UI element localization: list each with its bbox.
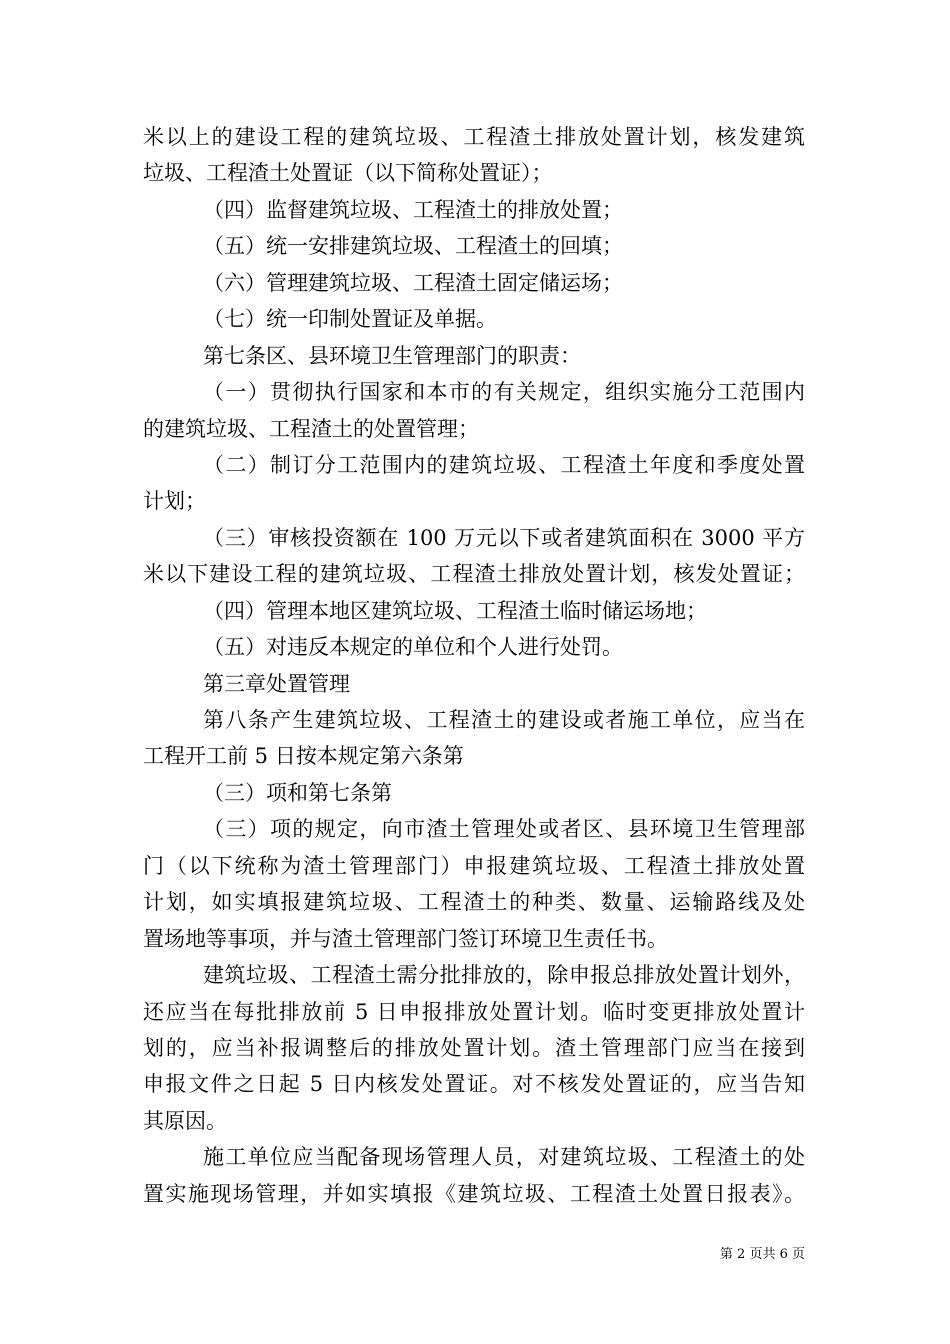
list-item-line: （四）监督建筑垃圾、工程渣土的排放处置； bbox=[203, 197, 623, 222]
paragraph-line: 的建筑垃圾、工程渣土的处置管理； bbox=[143, 416, 479, 441]
list-item-line: （三）审核投资额在 100 万元以下或者建筑面积在 3000 平方 bbox=[203, 525, 805, 550]
paragraph-line: 划的，应当补报调整后的排放处置计划。渣土管理部门应当在接到 bbox=[143, 1035, 805, 1060]
paragraph-line: 米以上的建设工程的建筑垃圾、工程渣土排放处置计划，核发建筑 bbox=[143, 125, 805, 149]
list-item-line: （七）统一印制处置证及单据。 bbox=[203, 307, 497, 332]
document-body bbox=[143, 119, 805, 1212]
paragraph-line: （三）项的规定，向市渣土管理处或者区、县环境卫生管理部 bbox=[203, 817, 805, 842]
page-number: 第 2 页共 6 页 bbox=[719, 1247, 805, 1262]
list-item-line: （二）制订分工范围内的建筑垃圾、工程渣土年度和季度处置 bbox=[203, 452, 805, 477]
paragraph-line: 建筑垃圾、工程渣土需分批排放的，除申报总排放处置计划外， bbox=[203, 963, 805, 988]
chapter-heading-line: 第三章处置管理 bbox=[203, 671, 350, 696]
paragraph-line: （三）项和第七条第 bbox=[203, 780, 392, 805]
paragraph-line: 计划，如实填报建筑垃圾、工程渣土的种类、数量、运输路线及处 bbox=[143, 890, 805, 915]
list-item-line: （四）管理本地区建筑垃圾、工程渣土临时储运场地； bbox=[203, 598, 707, 623]
paragraph-line: 施工单位应当配备现场管理人员，对建筑垃圾、工程渣土的处 bbox=[203, 1145, 805, 1170]
paragraph-line: 置场地等事项，并与渣土管理部门签订环境卫生责任书。 bbox=[143, 926, 668, 951]
paragraph-line: 工程开工前 5 日按本规定第六条第 bbox=[143, 744, 464, 769]
article-heading-line: 第八条产生建筑垃圾、工程渣土的建设或者施工单位，应当在 bbox=[203, 708, 805, 732]
paragraph-line: 申报文件之日起 5 日内核发处置证。对不核发处置证的，应当告知 bbox=[143, 1072, 805, 1097]
paragraph-line: 置实施现场管理，并如实填报《建筑垃圾、工程渣土处置日报表》。 bbox=[143, 1181, 805, 1206]
paragraph-line: 计划； bbox=[143, 489, 206, 514]
list-item-line: （五）对违反本规定的单位和个人进行处罚。 bbox=[203, 635, 623, 660]
paragraph-line: 米以下建设工程的建筑垃圾、工程渣土排放处置计划，核发处置证； bbox=[143, 562, 805, 587]
paragraph-line: 门（以下统称为渣土管理部门）申报建筑垃圾、工程渣土排放处置 bbox=[143, 853, 805, 878]
article-heading-line: 第七条区、县环境卫生管理部门的职责： bbox=[203, 343, 581, 368]
paragraph-line: 其原因。 bbox=[143, 1108, 227, 1133]
paragraph-line: 垃圾、工程渣土处置证（以下简称处置证）； bbox=[143, 161, 553, 186]
list-item-line: （六）管理建筑垃圾、工程渣土固定储运场； bbox=[203, 270, 623, 295]
list-item-line: （五）统一安排建筑垃圾、工程渣土的回填； bbox=[203, 234, 623, 259]
paragraph-line: 还应当在每批排放前 5 日申报排放处置计划。临时变更排放处置计 bbox=[143, 999, 805, 1024]
list-item-line: （一）贯彻执行国家和本市的有关规定，组织实施分工范围内 bbox=[203, 380, 805, 405]
